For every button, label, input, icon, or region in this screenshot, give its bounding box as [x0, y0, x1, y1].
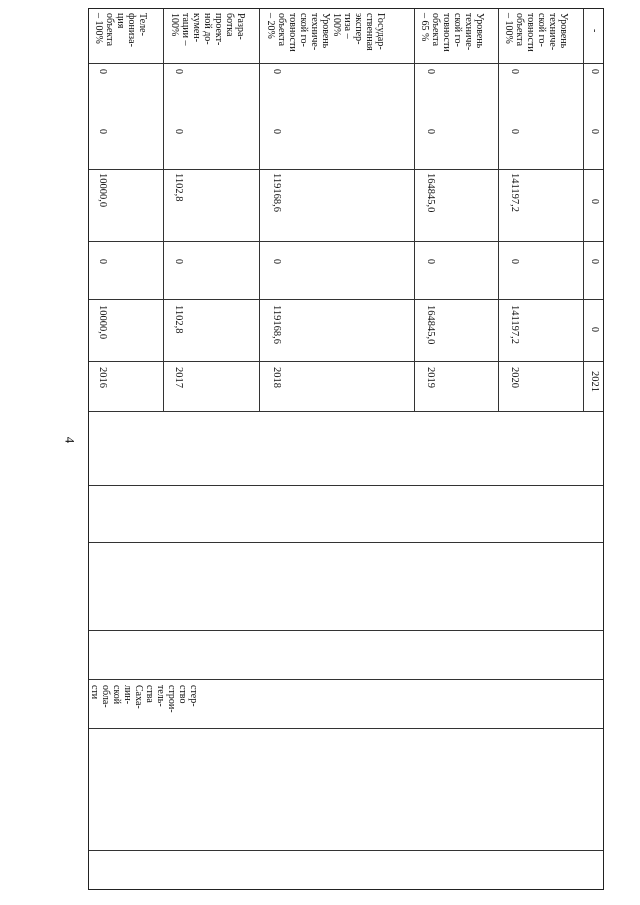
value-cell: 0	[509, 259, 520, 264]
year-cell: 2019	[425, 367, 436, 388]
value-cell: 0	[271, 259, 282, 264]
table-rule	[583, 9, 584, 411]
year-cell: 2021	[589, 371, 600, 392]
result-cell: Уровень техниче- ской го- товности объекта – 100%	[503, 13, 569, 52]
table-rule	[89, 169, 603, 170]
result-cell: Государ- ственная экспер- тиза – 100% Уровень техниче- ской го- товности объекта – 20%	[265, 13, 386, 52]
table-rule	[89, 630, 603, 631]
value-cell: 0	[425, 69, 436, 74]
value-cell: 0	[173, 129, 184, 134]
year-cell: 2020	[509, 367, 520, 388]
value-cell: 0	[97, 69, 108, 74]
value-cell: 141197,2	[509, 305, 520, 344]
table-rule	[89, 63, 603, 64]
year-cell: 2016	[97, 367, 108, 388]
value-cell: 0	[589, 199, 600, 204]
table-rule	[498, 9, 499, 411]
value-cell: 0	[173, 259, 184, 264]
table-rule	[89, 361, 603, 362]
value-cell: 0	[271, 69, 282, 74]
table-rule	[89, 679, 603, 680]
rotated-table	[88, 8, 604, 890]
value-cell: 0	[509, 69, 520, 74]
value-cell: 0	[589, 69, 600, 74]
value-cell: 0	[173, 69, 184, 74]
value-cell: 164845,0	[425, 173, 436, 213]
agency-cell: стер- ство строи- тель- ства Саха- лин- ской обла- сти	[89, 685, 199, 713]
table-rule	[163, 9, 164, 411]
value-cell: 0	[425, 259, 436, 264]
value-cell: 164845,0	[425, 305, 436, 345]
value-cell: 0	[97, 259, 108, 264]
table-rule	[89, 728, 603, 729]
page-number: 4	[62, 436, 78, 444]
year-cell: 2018	[271, 367, 282, 388]
year-cell: 2017	[173, 367, 184, 388]
value-cell: 10000,0	[97, 173, 108, 208]
table-rule	[89, 542, 603, 543]
value-cell: 0	[589, 259, 600, 264]
value-cell: 1102,8	[173, 173, 184, 202]
value-cell: 141197,2	[509, 173, 520, 212]
result-cell: Уровень техниче- ской го- товности объекта – 65 %	[419, 13, 485, 52]
table-rule	[414, 9, 415, 411]
value-cell: 119168,6	[271, 173, 282, 212]
value-cell: 0	[589, 129, 600, 134]
value-cell: 119168,6	[271, 305, 282, 344]
table-rule	[89, 241, 603, 242]
result-cell: -	[589, 29, 600, 33]
result-cell: Теле- фониза- ция объекта – 100%	[93, 13, 148, 47]
value-cell: 1102,8	[173, 305, 184, 334]
table-rule	[89, 850, 603, 851]
value-cell: 0	[271, 129, 282, 134]
value-cell: 0	[589, 327, 600, 332]
table-rule	[259, 9, 260, 411]
table-rule	[89, 299, 603, 300]
value-cell: 0	[425, 129, 436, 134]
table-rule	[89, 485, 603, 486]
table-rule	[89, 411, 603, 412]
value-cell: 0	[509, 129, 520, 134]
result-cell: Разра- ботка проект- ной до- кумен- тации – 100%	[169, 13, 246, 46]
value-cell: 10000,0	[97, 305, 108, 340]
value-cell: 0	[97, 129, 108, 134]
